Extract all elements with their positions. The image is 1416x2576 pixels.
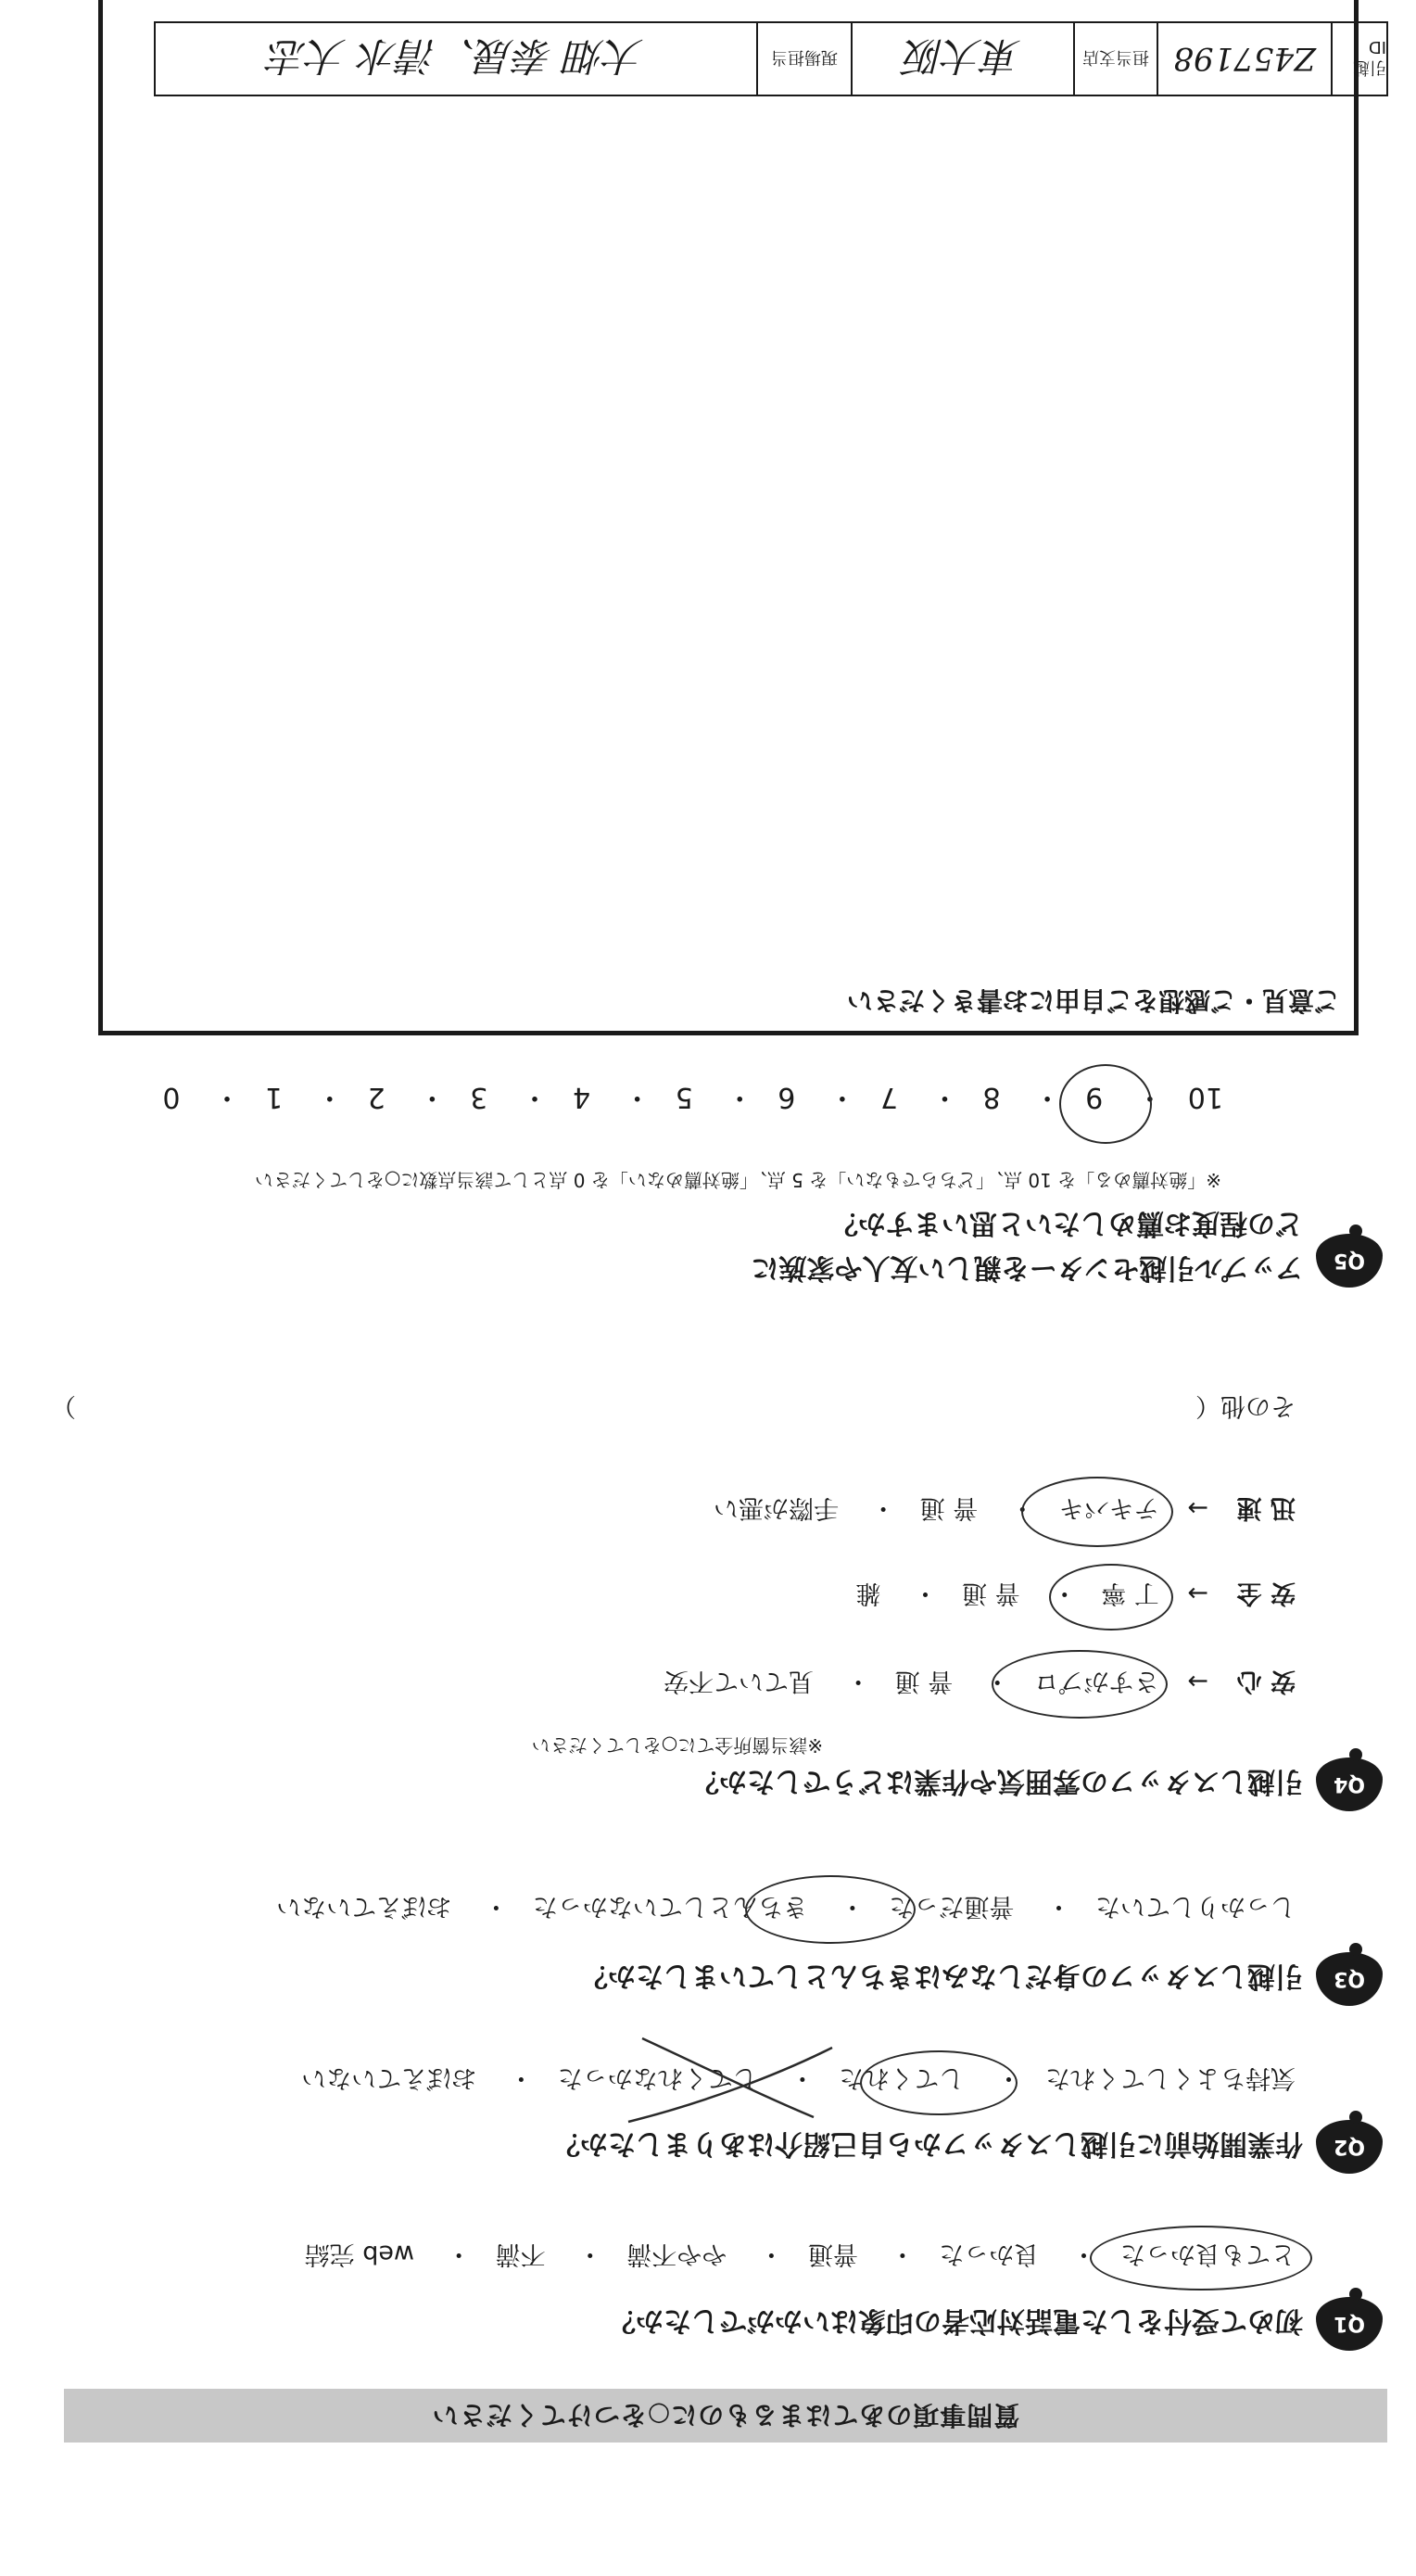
staff-value-cell <box>156 23 756 95</box>
q2-option-1[interactable]: 気持ちよくしてくれた <box>1045 2063 1296 2092</box>
q4-anzen-option-3[interactable]: 雑 <box>855 1579 881 1607</box>
move-id-label-cell <box>1331 23 1386 95</box>
q4-anzen-answer-circle <box>1049 1564 1173 1631</box>
move-id-value: Z457198 <box>1173 40 1316 78</box>
q5-scale: 10・ 9・ 8・ 7・ 6・ 5・ 4・ 3・ 2・ 1・ 0 <box>162 1081 1223 1113</box>
q4-anshin-option-2[interactable]: 普 通 <box>894 1667 954 1695</box>
q2-answer-circle <box>860 2050 1018 2115</box>
q4-row-label: 安 全 <box>1236 1579 1296 1607</box>
q5-score-9[interactable]: 9 <box>1085 1081 1104 1113</box>
q4-anzen-option-1[interactable]: 丁 寧 <box>1101 1579 1159 1607</box>
q5-score-6[interactable]: 6 <box>778 1081 796 1113</box>
q2-cross-out-mark <box>619 2029 841 2131</box>
q4-note: ※該当箇所全てに○をしてください <box>531 1734 823 1757</box>
footer-table <box>154 21 1388 96</box>
q4-badge: Q4 <box>1316 1758 1383 1811</box>
q4-other-close: ） <box>51 1391 76 1420</box>
q3-badge: Q3 <box>1316 1952 1383 2006</box>
q4-row-label: 迅 速 <box>1236 1493 1296 1522</box>
q5-question-line2: どの程度お薦めしたいと思いますか？ <box>830 1207 1303 1239</box>
comment-title: ご意見・ご感想をご自由にお書きください <box>846 985 1340 1016</box>
q4-row-anzen: 安 全 → 丁 寧・ 普 通・ 雑 <box>855 1578 1296 1614</box>
branch-value: 東大阪 <box>904 33 1022 80</box>
q4-jinsoku-option-1[interactable]: テキパキ <box>1058 1493 1159 1522</box>
q1-options: とても良かった・ 良かった・ 普通・ やや不満・ 不満・ web 完結 <box>305 2239 1296 2275</box>
q1-option-2[interactable]: 良かった <box>939 2240 1040 2268</box>
q4-row-anshin: 安 心 → さすがプロ・ 普 通・ 見ていて不安 <box>664 1666 1296 1702</box>
q5-note: ※「絶対薦める」を 10 点、「どちらでもない」を 5 点、「絶対薦めない」を 0 点として該当点数に○をしてください <box>254 1169 1221 1191</box>
q4-jinsoku-option-3[interactable]: 手際が悪い <box>714 1493 839 1522</box>
move-id-value-cell <box>1157 23 1331 95</box>
q5-score-2[interactable]: 2 <box>367 1081 386 1113</box>
q2-options: 気持ちよくしてくれた・ してくれた・ してくれなかった・ おぼえていない <box>301 2062 1296 2099</box>
q3-option-4[interactable]: おぼえていない <box>276 1892 452 1921</box>
q4-jinsoku-option-2[interactable]: 普 通 <box>919 1493 979 1522</box>
q4-anshin-answer-circle <box>992 1650 1168 1719</box>
staff-value: 大畑 泰晟、清水 大志 <box>268 33 644 80</box>
q5-score-4[interactable]: 4 <box>572 1081 591 1113</box>
q2-option-2[interactable]: してくれた <box>839 2063 965 2092</box>
staff-label-cell <box>756 23 851 95</box>
q4-jinsoku-answer-circle <box>1021 1477 1173 1547</box>
q5-score-7[interactable]: 7 <box>879 1081 898 1113</box>
q3-option-1[interactable]: しっかりしていた <box>1095 1892 1296 1921</box>
q2-option-4[interactable]: おぼえていない <box>301 2063 477 2092</box>
q1-option-3[interactable]: 普通 <box>807 2240 858 2268</box>
q2-option-3[interactable]: してくれなかった <box>557 2063 758 2092</box>
q4-other-label: その他（ <box>1195 1391 1296 1420</box>
q1-badge: Q1 <box>1316 2297 1383 2351</box>
q3-options: しっかりしていた・ 普通だった・ きちんとしていなかった・ おぼえていない <box>276 1891 1296 1927</box>
branch-label: 担当支店 <box>1082 47 1149 68</box>
q2-question: 作業開始前に引越しスタッフから自己紹介はありましたか？ <box>552 2127 1303 2160</box>
q5-score-10[interactable]: 10 <box>1187 1081 1223 1113</box>
q1-option-4[interactable]: やや不満 <box>626 2240 727 2268</box>
q5-score-0[interactable]: 0 <box>162 1081 181 1113</box>
q5-score-8[interactable]: 8 <box>982 1081 1001 1113</box>
q1-answer-circle <box>1090 2226 1312 2290</box>
q5-score-5[interactable]: 5 <box>675 1081 693 1113</box>
q5-score-3[interactable]: 3 <box>470 1081 488 1113</box>
comment-box[interactable] <box>98 0 1359 1035</box>
q1-option-6[interactable]: web 完結 <box>304 2240 415 2268</box>
q1-option-5[interactable]: 不満 <box>495 2240 546 2268</box>
arrow-icon: → <box>1187 1667 1208 1695</box>
branch-label-cell <box>1073 23 1157 95</box>
q4-row-label: 安 心 <box>1236 1667 1296 1695</box>
q4-question: 引越しスタッフの雰囲気や作業はどうでしたか？ <box>691 1765 1303 1797</box>
q1-question: 初めて受付をした電話対応者の印象はいかがでしたか？ <box>608 2304 1303 2337</box>
branch-value-cell <box>851 23 1073 95</box>
q5-question-line1: アップル引越センターを親しい友人や家族に <box>751 1251 1303 1284</box>
arrow-icon: → <box>1187 1579 1208 1607</box>
q4-other <box>1195 1390 1296 1427</box>
q4-anshin-option-3[interactable]: 見ていて不安 <box>664 1667 814 1695</box>
q5-badge: Q5 <box>1316 1234 1383 1288</box>
q2-badge: Q2 <box>1316 2120 1383 2174</box>
q4-anshin-option-1[interactable]: さすがプロ <box>1033 1667 1159 1695</box>
q3-answer-circle <box>745 1875 916 1944</box>
q3-question: 引越しスタッフの身だしなみはきちんとしていましたか？ <box>580 1960 1303 1992</box>
q3-option-3[interactable]: きちんとしていなかった <box>532 1892 808 1921</box>
q5-answer-circle <box>1059 1064 1152 1144</box>
q3-option-2[interactable]: 普通だった <box>889 1892 1015 1921</box>
q4-row-jinsoku: 迅 速 → テキパキ・ 普 通・ 手際が悪い <box>714 1492 1296 1529</box>
q1-option-1[interactable]: とても良かった <box>1120 2240 1296 2268</box>
q5-score-1[interactable]: 1 <box>265 1081 284 1113</box>
q4-anzen-option-2[interactable]: 普 通 <box>962 1579 1020 1607</box>
staff-label: 現場担当 <box>771 47 838 68</box>
instruction-text: 質問事項のあてはまるものに○をつけてください <box>431 2400 1020 2430</box>
move-id-label: 引越 ID <box>1353 37 1386 77</box>
arrow-icon: → <box>1187 1493 1208 1522</box>
